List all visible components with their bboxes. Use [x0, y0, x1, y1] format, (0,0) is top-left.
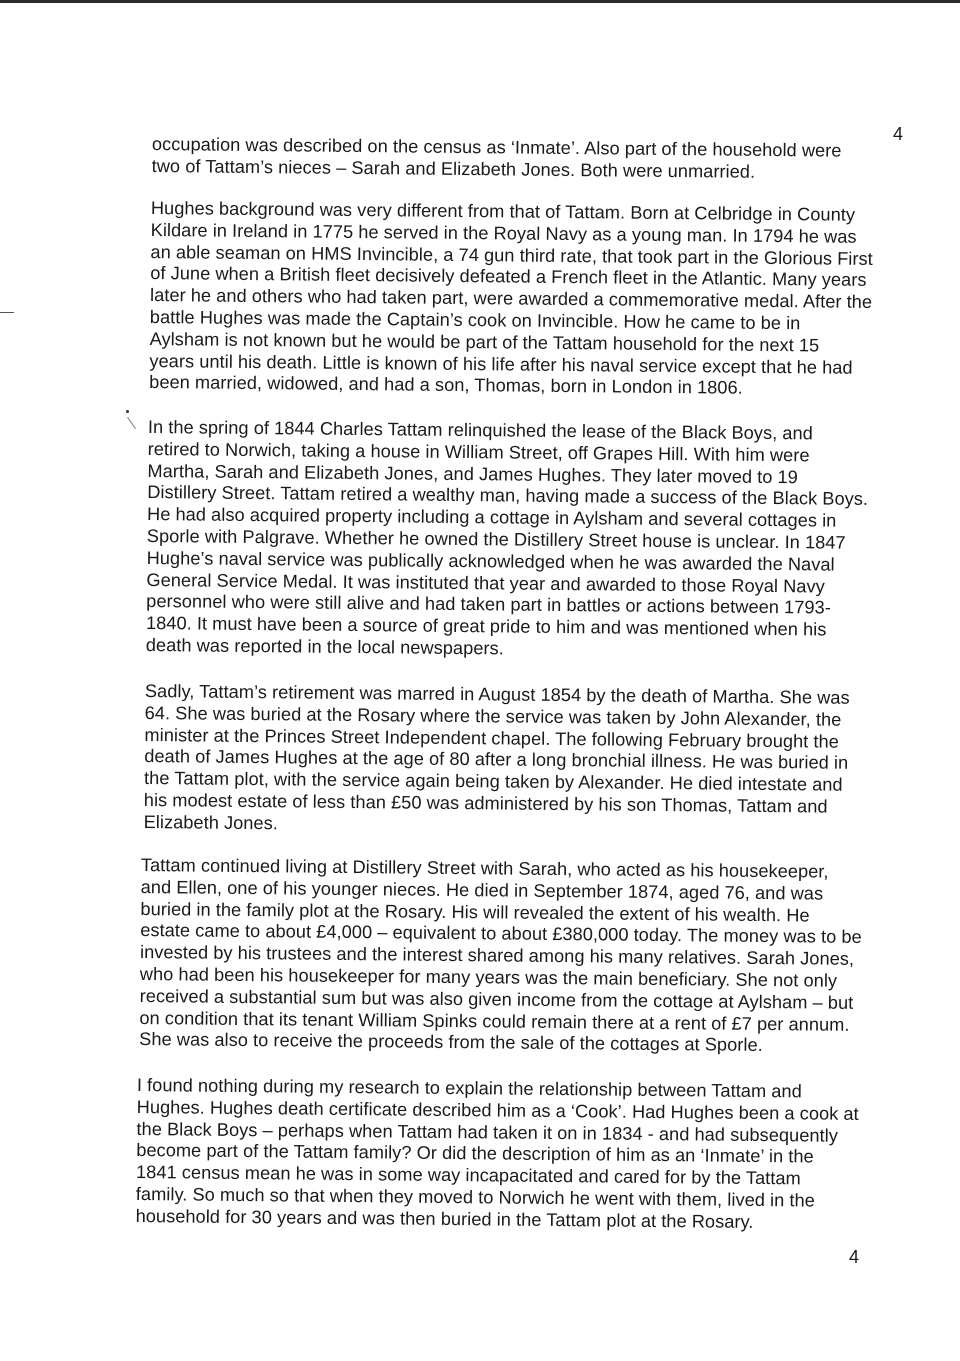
scan-stray-mark — [127, 417, 136, 429]
paragraph-6: I found nothing during my research to explain the relationship between Tattam and Hughes. Hughes death certificate described him as a ‘Cook’. Had Hughes been a cook at the Black Boys – perhaps when Tattam had taken it on in 1834 - and had subsequently become part of the Tattam family? Or did the description of him as an ‘Inmate’ in the 1841 census mean he was in some way incapacitated and cared for by the Tattam family. So much so that when they moved to Norwich he went with them, lived in the household for 30 years and was then buried in the Tattam plot at the Rosary. — [135, 1075, 859, 1232]
paragraph-2: Hughes background was very different from that of Tattam. Born at Celbridge in County Kildare in Ireland in 1775 he served in the Royal Navy as a young man. In 1794 he was an able seaman on HMS Invincible, a 74 gun third rate, that took part in the Glorious First of June when a British fleet decisively defeated a French fleet in the Atlantic. Many years later he and others who had taken part, were awarded a commemorative medal. After the battle Hughes was made the Captain’s cook on Invincible. How he came to be in Aylsham is not known but he would be part of the Tattam household for the next 15 years until his death. Little is known of his life after his naval service except that he had been married, widowed, and had a son, Thomas, born in London in 1806. — [149, 198, 873, 399]
page-number-top: 4 — [893, 124, 904, 144]
scan-top-edge — [0, 0, 960, 3]
paragraph-3: In the spring of 1844 Charles Tattam relinquished the lease of the Black Boys, and retired to Norwich, taking a house in William Street, off Grapes Hill. With him were Martha, Sarah and Elizabeth Jones, and James Hughes. They later moved to 19 Distillery Street. Tattam retired a wealthy man, having made a success of the Black Boys. He had also acquired property including a cottage in Aylsham and several cottages in Sporle with Palgrave. Whether he owned the Distillery Street house is unclear. In 1847 Hughe’s naval service was publically acknowledged when he was awarded the Naval General Service Medal. It was instituted that year and awarded to those Royal Navy personnel who were still alive and had taken part in battles or actions between 1793- 1840. It must have been a source of great pride to him and was mentioned when his death was reported in the local newspapers. — [145, 417, 869, 659]
paragraph-4: Sadly, Tattam’s retirement was marred in August 1854 by the death of Martha. She was 64. She was buried at the Rosary where the service was taken by John Alexander, the minister at the Princes Street Independent chapel. The following February brought the death of James Hughes at the age of 80 after a long bronchial illness. He was buried in the Tattam plot, with the service again being taken by Alexander. He died intestate and his modest estate of less than £50 was administered by his son Thomas, Tattam and Elizabeth Jones. — [143, 681, 850, 834]
page-number-bottom: 4 — [849, 1247, 860, 1267]
scan-margin-mark — [0, 312, 14, 313]
scan-speck — [126, 410, 129, 413]
paragraph-1: occupation was described on the census as ‘Inmate’. Also part of the household were two of Tattam’s nieces – Sarah and Elizabeth Jones. Both were unmarried. — [151, 134, 842, 182]
paragraph-5: Tattam continued living at Distillery Street with Sarah, who acted as his housekeeper, and Ellen, one of his younger nieces. He died in September 1874, aged 76, and was buried in the family plot at the Rosary. His will revealed the extent of his wealth. He estate came to about £4,000 – equivalent to about £380,000 today. The money was to be invested by his trustees and the interest shared among his many relatives. Sarah Jones, who had been his housekeeper for many years was the main beneficiary. She not only received a substantial sum but was also given income from the cottage at Aylsham – but on condition that its tenant William Spinks could remain there at a rent of £7 per annum. She was also to receive the proceeds from the sale of the cottages at Sporle. — [139, 855, 862, 1056]
